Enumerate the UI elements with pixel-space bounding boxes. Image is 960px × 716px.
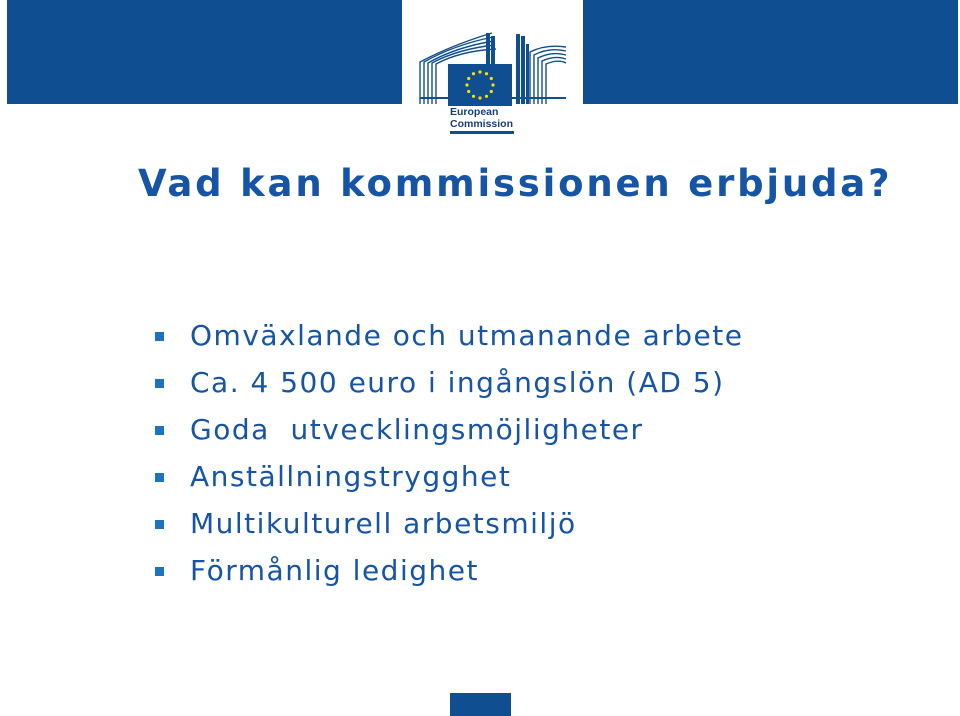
square-bullet-icon	[155, 567, 164, 576]
slide-title: Vad kan kommissionen erbjuda?	[138, 162, 893, 205]
berlaymont-building-icon	[402, 0, 583, 106]
logo-line-commission: Commission	[450, 118, 514, 130]
logo-underline	[450, 131, 514, 134]
square-bullet-icon	[155, 379, 164, 388]
bullet-text: Ca. 4 500 euro i ingångslön (AD 5)	[190, 366, 725, 399]
logo-wordmark	[450, 106, 513, 130]
logo-line-european: European	[450, 106, 499, 118]
bullet-text: Anställningstrygghet	[190, 460, 512, 493]
square-bullet-icon	[155, 426, 164, 435]
bullet-text: Goda utvecklingsmöjligheter	[190, 413, 644, 446]
square-bullet-icon	[155, 332, 164, 341]
bullet-text: Förmånlig ledighet	[190, 554, 479, 587]
bullet-text: Omväxlande och utmanande arbete	[190, 319, 744, 352]
square-bullet-icon	[155, 473, 164, 482]
footer-bar	[450, 693, 511, 716]
square-bullet-icon	[155, 520, 164, 529]
bullet-text: Multikulturell arbetsmiljö	[190, 507, 577, 540]
european-commission-logo	[402, 0, 583, 140]
